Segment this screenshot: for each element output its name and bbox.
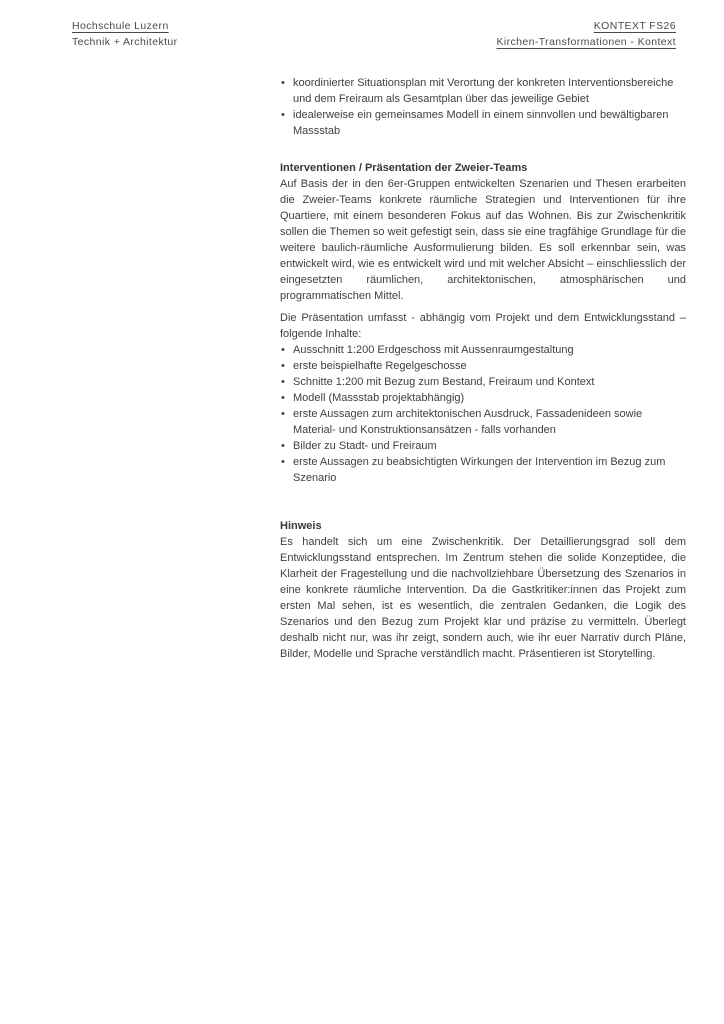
institution-name: Hochschule Luzern [72,20,169,32]
section-heading-hinweis: Hinweis [280,520,322,532]
institution-department: Technik + Architektur [72,36,178,48]
header-course-block [496,18,676,50]
document-body [280,75,686,662]
course-title: Kirchen-Transformationen - Kontext [496,36,676,48]
list-item: • erste beispielhafte Regelgeschosse [280,358,686,374]
section-heading-interventionen: Interventionen / Präsentation der Zweier-Teams [280,162,528,174]
hinweis-paragraph: Es handelt sich um eine Zwischenkritik. Der Detaillierungsgrad soll dem Entwicklungsstand entsprechen. Im Zentrum stehen die solide Konzeptidee, die Klarheit der Fragestellung und die nachvollziehbare Übersetzung des Szenarios in eine konkrete räumliche Intervention. Da die Gastkritiker:innen das Projekt zum ersten Mal sehen, ist es wesentlich, die zentralen Gedanken, die Logik des Szenarios und den Bezug zum Projekt klar und präzise zu vermitteln. Überlegt deshalb nicht nur, was ihr zeigt, sondern auch, wie ihr euer Narrativ durch Pläne, Bilder, Modelle und Sprache verständlich macht. Präsentieren ist Storytelling. [280,536,686,660]
presentation-list-intro: Die Präsentation umfasst - abhängig vom Projekt und dem Entwicklungsstand – folgende Inhalte: [280,312,686,340]
interventionen-paragraph: Auf Basis der in den 6er-Gruppen entwickelten Szenarien und Thesen erarbeiten die Zweier-Teams konkrete räumliche Strategien und Interventionen für ihre Quartiere, mit einem besonderen Fokus auf das Wohnen. Bis zur Zwischenkritik sollen die Themen so weit gefestigt sein, dass sie eine tragfähige Grundlage für die weitere baulich-räumliche Ausformulierung bilden. Es soll erkennbar sein, was entwickelt wird, wie es entwickelt wird und mit welcher Absicht – einschliesslich der eingesetzten räumlichen, architektonischen, atmosphärischen und programmatischen Mittel. [280,178,686,302]
header-institution-block [72,18,178,50]
presentation-bullet-list [280,342,686,486]
list-item: • idealerweise ein gemeinsames Modell in einem sinnvollen und bewältigbaren Massstab [280,107,686,139]
list-item: • Bilder zu Stadt- und Freiraum [280,438,686,454]
list-item: • Modell (Massstab projektabhängig) [280,390,686,406]
list-item: • Schnitte 1:200 mit Bezug zum Bestand, Freiraum und Kontext [280,374,686,390]
list-item: • koordinierter Situationsplan mit Verortung der konkreten Interventionsbereiche und dem Freiraum als Gesamtplan über das jeweilige Gebiet [280,75,686,107]
page-header [72,18,676,50]
intro-bullet-list [280,75,686,139]
list-item: • erste Aussagen zu beabsichtigten Wirkungen der Intervention im Bezug zum Szenario [280,454,686,486]
course-code: KONTEXT FS26 [593,20,676,32]
list-item: • Ausschnitt 1:200 Erdgeschoss mit Aussenraumgestaltung [280,342,686,358]
list-item: • erste Aussagen zum architektonischen Ausdruck, Fassadenideen sowie Material- und Konstruktionsansätzen - falls vorhanden [280,406,686,438]
